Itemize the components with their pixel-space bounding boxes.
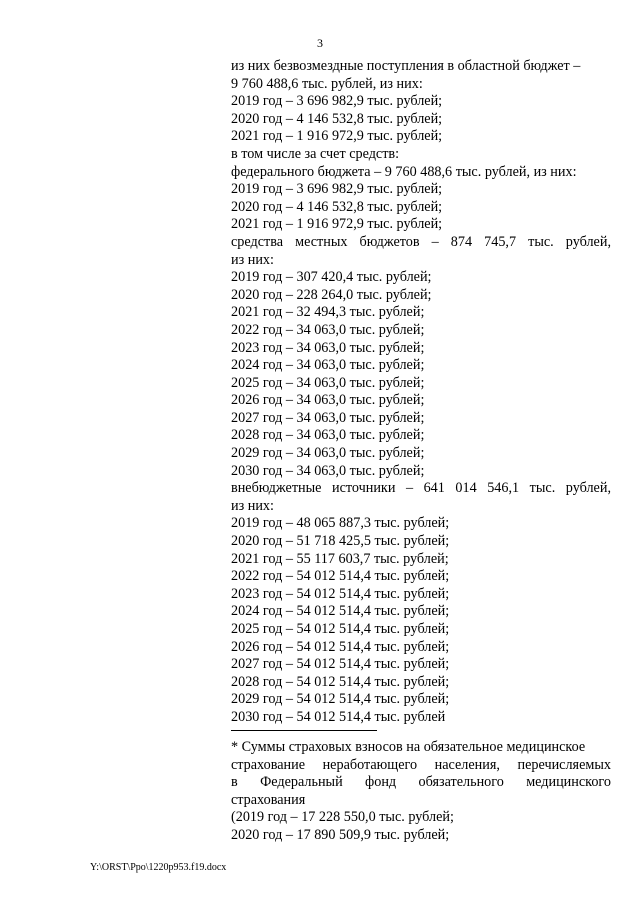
text-line: 2030 год – 34 063,0 тыс. рублей; — [231, 462, 425, 479]
text-line: средства местных бюджетов – 874 745,7 тыс. рублей, — [231, 233, 611, 250]
text-line: внебюджетные источники – 641 014 546,1 тыс. рублей, — [231, 480, 611, 497]
text-line: 2028 год – 34 063,0 тыс. рублей; — [231, 427, 425, 444]
body-text — [231, 58, 611, 727]
text-line: 2020 год – 4 146 532,8 тыс. рублей; — [231, 198, 443, 215]
text-line: 9 760 488,6 тыс. рублей, из них: — [231, 75, 423, 92]
text-line: 2020 год – 228 264,0 тыс. рублей; — [231, 286, 432, 303]
text-line: 2019 год – 3 696 982,9 тыс. рублей; — [231, 93, 443, 110]
page-number: 3 — [317, 36, 323, 50]
footnote-line: * Суммы страховых взносов на обязательное медицинское — [231, 739, 586, 755]
text-line: 2026 год – 34 063,0 тыс. рублей; — [231, 392, 425, 409]
text-line: 2024 год – 54 012 514,4 тыс. рублей; — [231, 603, 450, 620]
text-line: 2027 год – 34 063,0 тыс. рублей; — [231, 409, 425, 426]
text-line: 2025 год – 34 063,0 тыс. рублей; — [231, 374, 425, 391]
text-line: 2024 год – 34 063,0 тыс. рублей; — [231, 357, 425, 374]
text-line: 2029 год – 34 063,0 тыс. рублей; — [231, 445, 425, 462]
footnote-separator — [231, 730, 377, 731]
text-line: 2021 год – 55 117 603,7 тыс. рублей; — [231, 550, 449, 567]
text-line: 2029 год – 54 012 514,4 тыс. рублей; — [231, 691, 450, 708]
footnote-line: страхование неработающего населения, перечисляемых — [231, 756, 611, 773]
text-line: 2025 год – 54 012 514,4 тыс. рублей; — [231, 621, 450, 637]
text-line: из них: — [231, 251, 274, 268]
text-line: в том числе за счет средств: — [231, 145, 400, 162]
text-line: 2019 год – 307 420,4 тыс. рублей; — [231, 269, 432, 286]
text-line: 2027 год – 54 012 514,4 тыс. рублей; — [231, 656, 450, 673]
text-line: 2022 год – 34 063,0 тыс. рублей; — [231, 321, 425, 338]
text-line: 2028 год – 54 012 514,4 тыс. рублей; — [231, 673, 450, 690]
text-line: из них безвозмездные поступления в областной бюджет – — [231, 58, 581, 74]
footnote-line: страхования — [231, 791, 306, 808]
text-line: 2021 год – 1 916 972,9 тыс. рублей; — [231, 128, 443, 145]
text-line: 2023 год – 54 012 514,4 тыс. рублей; — [231, 585, 450, 602]
text-line: 2026 год – 54 012 514,4 тыс. рублей; — [231, 638, 450, 655]
footnote — [231, 739, 611, 845]
text-line: 2020 год – 51 718 425,5 тыс. рублей; — [231, 533, 450, 550]
footnote-line: 2020 год – 17 890 509,9 тыс. рублей; — [231, 826, 450, 843]
text-line: 2022 год – 54 012 514,4 тыс. рублей; — [231, 568, 450, 585]
text-line: 2030 год – 54 012 514,4 тыс. рублей — [231, 708, 446, 725]
footnote-line: (2019 год – 17 228 550,0 тыс. рублей; — [231, 809, 454, 826]
text-line: 2020 год – 4 146 532,8 тыс. рублей; — [231, 110, 443, 127]
text-line: из них: — [231, 497, 274, 514]
file-path-footer: Y:\ORST\Ppo\1220p953.f19.docx — [90, 862, 227, 873]
text-line: 2021 год – 1 916 972,9 тыс. рублей; — [231, 216, 443, 233]
footnote-line: в Федеральный фонд обязательного медицинского — [231, 774, 611, 791]
text-line: 2019 год – 3 696 982,9 тыс. рублей; — [231, 181, 443, 198]
text-line: 2019 год – 48 065 887,3 тыс. рублей; — [231, 515, 450, 532]
text-line: 2023 год – 34 063,0 тыс. рублей; — [231, 339, 425, 356]
text-line: 2021 год – 32 494,3 тыс. рублей; — [231, 304, 425, 321]
text-line: федерального бюджета – 9 760 488,6 тыс. рублей, из них: — [231, 163, 577, 180]
